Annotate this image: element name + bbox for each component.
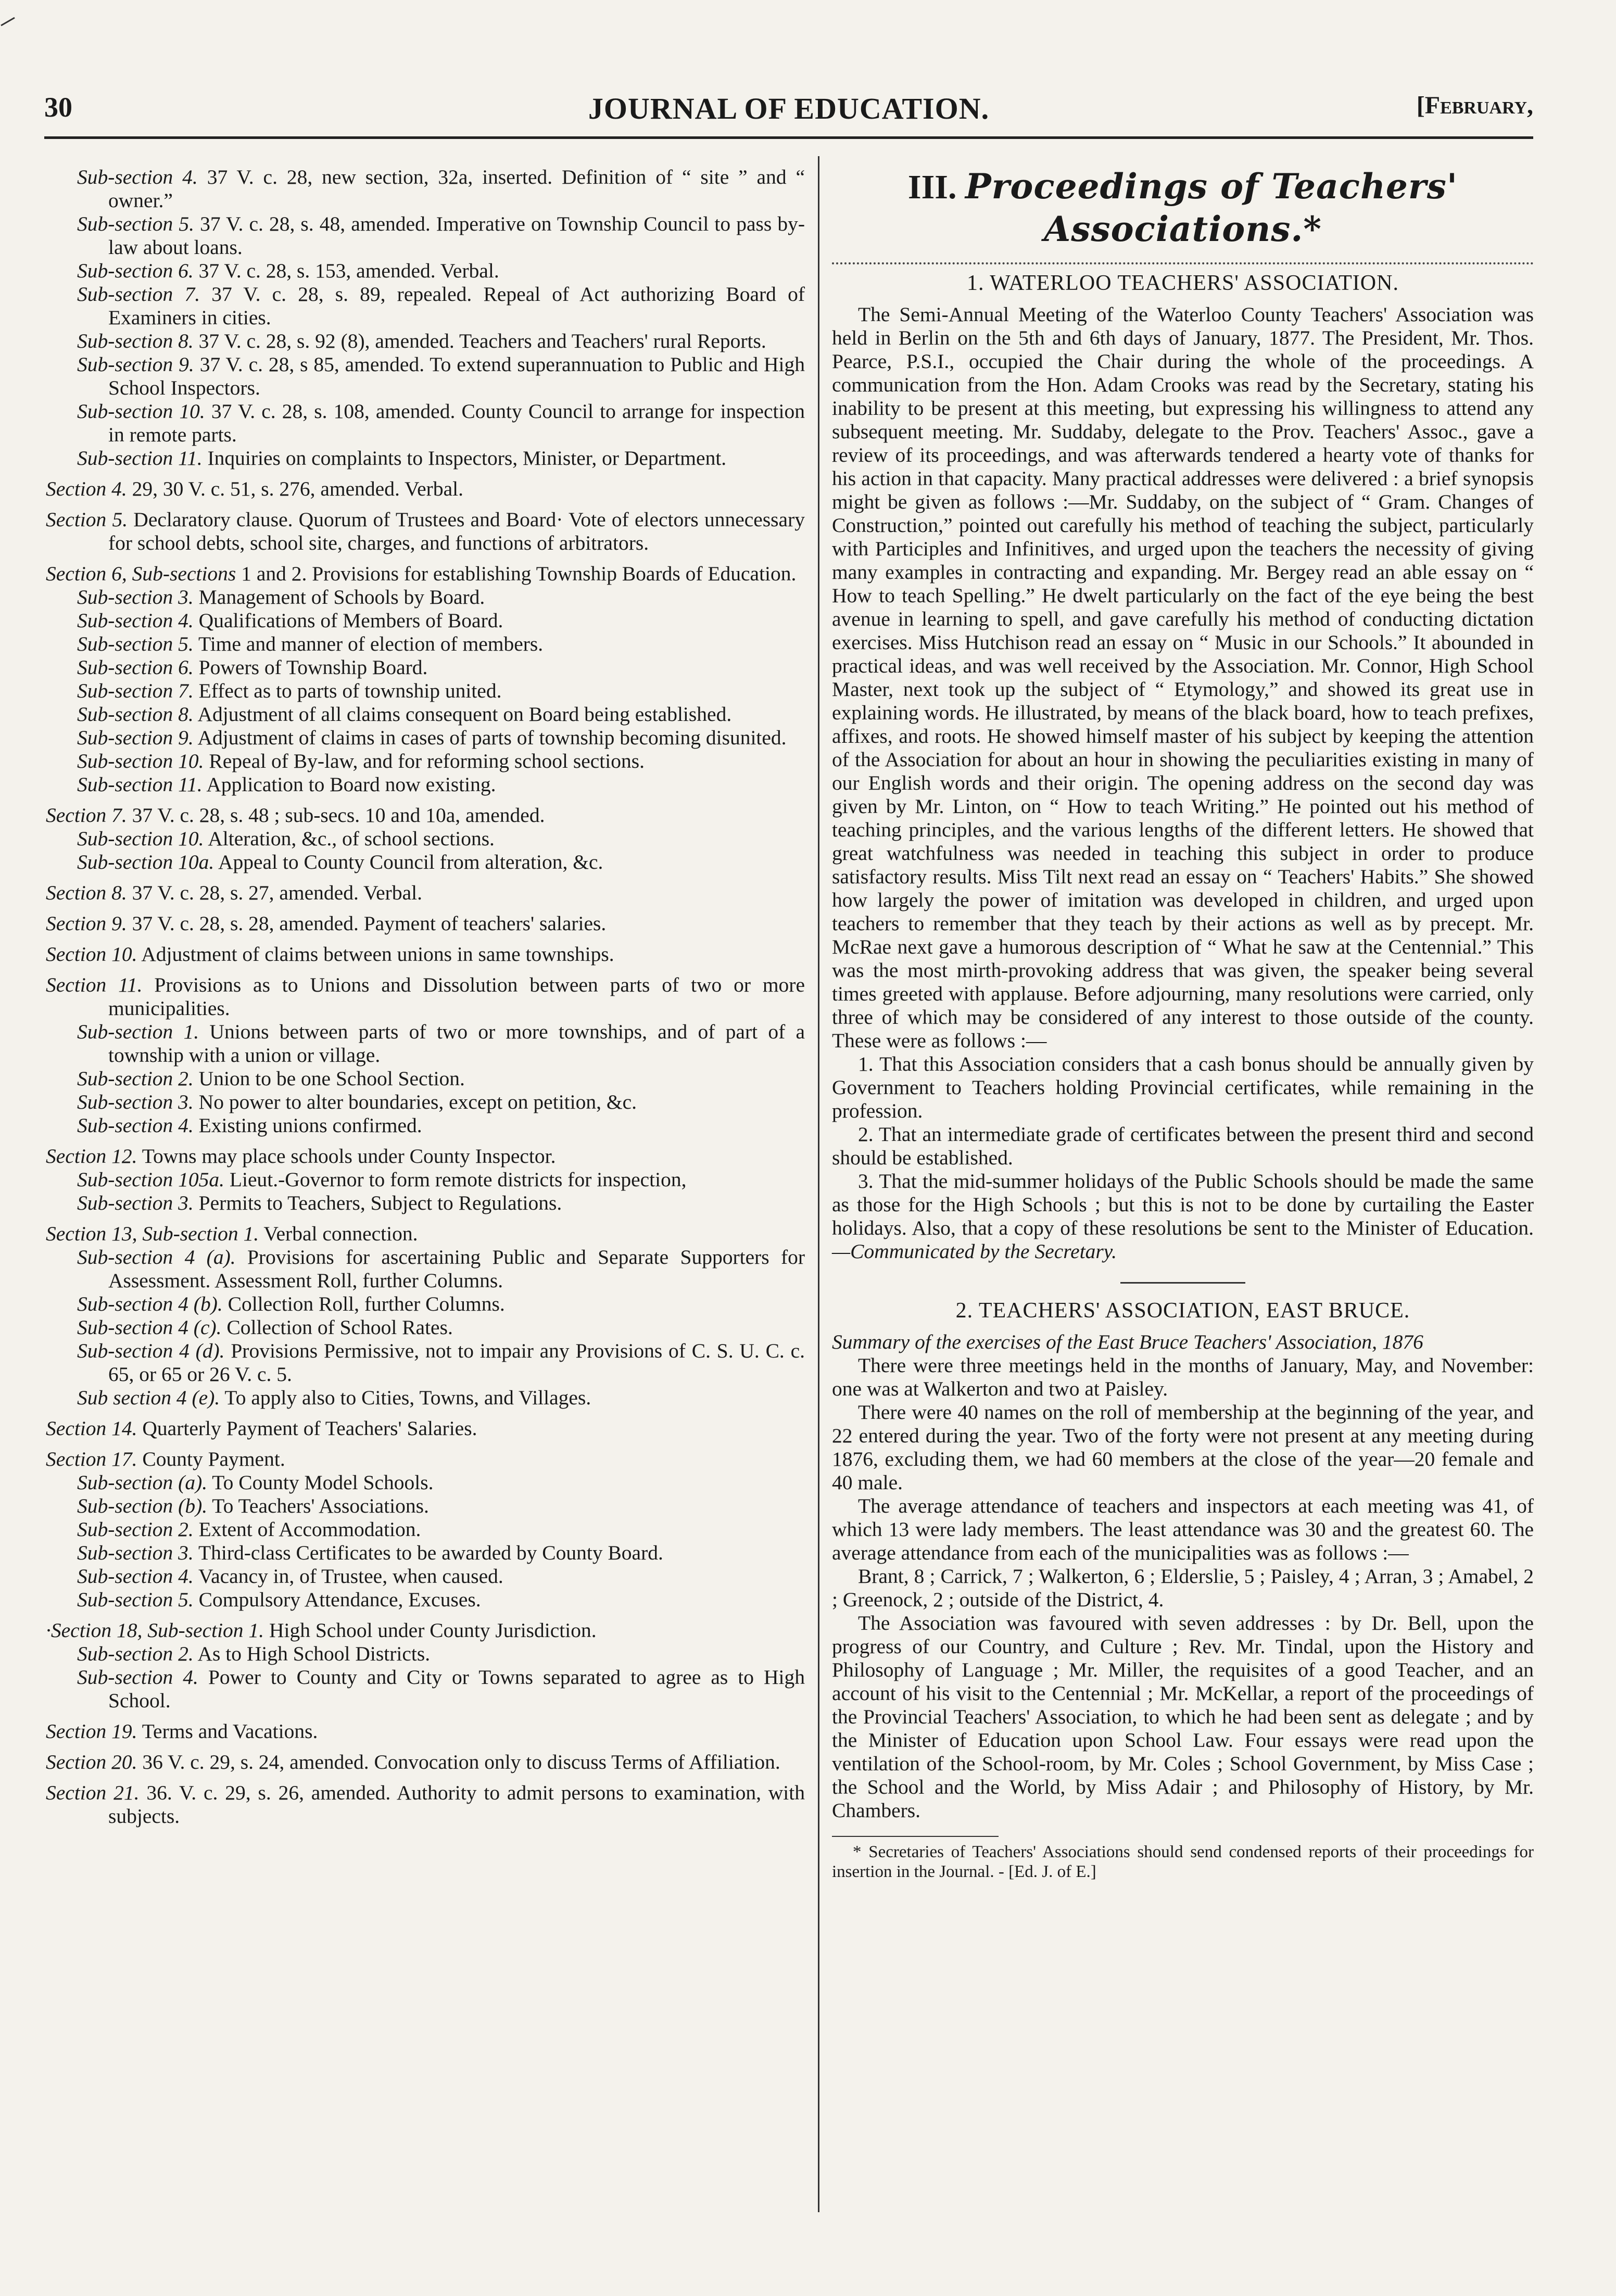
entry-label: Section 10. bbox=[46, 943, 137, 966]
entry-text: Provisions as to Unions and Dissolution between parts of two or more municipalities. bbox=[108, 973, 805, 1020]
subsection-entry bbox=[46, 1168, 805, 1191]
section-entry bbox=[46, 1781, 805, 1828]
entry-label: Section 12. bbox=[46, 1145, 137, 1168]
subsection-entry bbox=[46, 1090, 805, 1114]
entry-label: Sub-section 8. bbox=[77, 703, 194, 726]
entry-label: Sub-section 4 (a). bbox=[77, 1246, 236, 1268]
entry-text: 37 V. c. 28, s. 92 (8), amended. Teachers and Teachers' rural Reports. bbox=[198, 329, 766, 352]
entry-text: 36. V. c. 29, s. 26, amended. Authority to admit persons to examination, with subjects. bbox=[108, 1781, 805, 1828]
section-title: Proceedings of Teachers' Associations.* bbox=[965, 166, 1458, 249]
section-entry bbox=[46, 804, 805, 827]
entry-label: Sub-section 8. bbox=[77, 329, 194, 352]
section-entry bbox=[46, 1619, 805, 1642]
entry-text: Collection Roll, further Columns. bbox=[228, 1292, 505, 1315]
entry-label: Section 8. bbox=[46, 881, 127, 904]
entry-label: Sub-section 11. bbox=[77, 447, 203, 470]
entry-text: Declaratory clause. Quorum of Trustees and Board· Vote of electors unnecessary for school debts, school site, charges, and functions of arbitrators. bbox=[108, 508, 805, 554]
entry-label: Sub-section 10. bbox=[77, 400, 205, 423]
journal-title: JOURNAL OF EDUCATION. bbox=[588, 92, 990, 125]
header-month: [February, bbox=[1416, 92, 1533, 119]
entry-label: Sub-section 2. bbox=[77, 1067, 194, 1090]
subsection-entry bbox=[46, 851, 805, 874]
entry-text: 37 V. c. 28, new section, 32a, inserted. Definition of “ site ” and “ owner.” bbox=[108, 166, 805, 212]
section-entry bbox=[46, 1448, 805, 1471]
waterloo-resolution: 2. That an intermediate grade of certificates between the present third and second should be established. bbox=[832, 1123, 1534, 1169]
subsection-entry bbox=[46, 827, 805, 851]
entry-text: To apply also to Cities, Towns, and Villages. bbox=[224, 1386, 591, 1409]
entry-label: Sub-section 4 (c). bbox=[77, 1316, 222, 1339]
entry-label: ·Section 18, Sub-section 1. bbox=[46, 1619, 264, 1642]
entry-label: Sub-section 4 (d). bbox=[77, 1339, 225, 1362]
subsection-entry bbox=[46, 166, 805, 212]
section-entry bbox=[46, 1750, 805, 1774]
entry-text: As to High School Districts. bbox=[197, 1642, 431, 1665]
entry-label: Section 13, Sub-section 1. bbox=[46, 1222, 259, 1245]
entry-text: 37 V. c. 28, s 85, amended. To extend superannuation to Public and High School Inspectors. bbox=[108, 353, 805, 399]
entry-text: Adjustment of all claims consequent on Board being established. bbox=[197, 703, 732, 726]
entry-text: Permits to Teachers, Subject to Regulations. bbox=[198, 1191, 562, 1214]
entry-label: Section 6, Sub-sections bbox=[46, 562, 236, 585]
entry-text: To Teachers' Associations. bbox=[212, 1494, 429, 1517]
entry-label: Sub-section 3. bbox=[77, 586, 194, 608]
subsection-entry bbox=[46, 283, 805, 329]
section-entry bbox=[46, 477, 805, 501]
entry-label: Sub-section 9. bbox=[77, 726, 194, 749]
entry-label: Section 5. bbox=[46, 508, 128, 531]
entry-label: Sub-section 2. bbox=[77, 1642, 194, 1665]
subsection-entry bbox=[46, 447, 805, 470]
subsection-entry bbox=[46, 679, 805, 703]
entry-label: Sub-section 4. bbox=[77, 1565, 194, 1588]
entry-label: Section 20. bbox=[46, 1750, 137, 1773]
entry-text: Verbal connection. bbox=[263, 1222, 418, 1245]
header-rule bbox=[44, 136, 1533, 139]
entry-label: Section 19. bbox=[46, 1720, 137, 1743]
entry-label: Sub-section 4. bbox=[77, 1666, 198, 1689]
waterloo-credit: —Communicated by the Secretary. bbox=[832, 1240, 1117, 1263]
subsection-entry bbox=[46, 1588, 805, 1612]
subsection-entry bbox=[46, 1642, 805, 1666]
east-bruce-paragraph: There were three meetings held in the months of January, May, and November: one was at Walkerton and two at Paisley. bbox=[832, 1354, 1534, 1400]
entry-label: Sub-section 3. bbox=[77, 1090, 194, 1113]
running-header bbox=[44, 91, 1533, 133]
waterloo-paragraph: The Semi-Annual Meeting of the Waterloo County Teachers' Association was held in Berlin on the 5th and 6th days of January, 1877. The President, Mr. Thos. Pearce, P.S.I., occupied the Chair during the whole of the proceedings. A communication from the Hon. Adam Crooks was read by the Secretary, stating his inability to be present at this meeting, but expressing his willingness to attend any subsequent meeting. Mr. Suddaby, delegate to the Prov. Teachers' Assoc., gave a review of its proceedings, and was afterwards tendered a hearty vote of thanks for his action in that capacity. Many practical addresses were delivered : a brief synopsis might be given as follows :—Mr. Suddaby, on the subject of “ Gram. Changes of Construction,” pointed out carefully his method of teaching the subject, particularly with Participles and Infinitives, and urged upon the teachers the necessity of giving many examples in contracting and expanding. Mr. Bergey read an able essay on “ How to teach Spelling.” He dwelt particularly on the fact of the eye being the best avenue in learning to spell, and gave carefully his method of conducting dictation exercises. Miss Hutchison read an essay on “ Music in our Schools.” It abounded in practical ideas, and was well received by the Association. Mr. Connor, High School Master, next took up the subject of “ Etymology,” and showed its great use in explaining words. He illustrated, by means of the black board, how to teach prefixes, affixes, and roots. He showed himself master of his subject by keeping the attention of the Association for about an hour in showing the peculiarities existing in many of our English words and their origin. The opening address on the second day was given by Mr. Linton, on “ How to teach Writing.” He pointed out his method of teaching principles, and the various lengths of the different letters. He showed that great watchfulness was needed in teaching this subject in order to produce satisfactory results. Miss Tilt next read an essay on “ Teachers' Habits.” She showed how largely the power of imitation was developed in children, and urged upon teachers to remember that they teach by their actions as well as by precept. Mr. McRae next gave a humorous description of “ What he saw at the Centennial.” This was the most mirth-provoking address that was given, the speaker being several times greeted with applause. Before adjourning, many resolutions were carried, only three of which may be considered of any interest to those outside of the county. These were as follows :— bbox=[832, 303, 1534, 1052]
entry-label: Sub-section (a). bbox=[77, 1471, 208, 1494]
entry-label: Sub-section 5. bbox=[77, 632, 194, 655]
entry-text: Repeal of By-law, and for reforming school sections. bbox=[209, 750, 645, 772]
entry-label: Sub-section 4. bbox=[77, 166, 198, 188]
entry-label: Sub-section 6. bbox=[77, 656, 194, 679]
entry-text: Power to County and City or Towns separated to agree as to High School. bbox=[108, 1666, 805, 1712]
entry-text: 37 V. c. 28, s. 108, amended. County Council to arrange for inspection in remote parts. bbox=[108, 400, 805, 446]
entry-text: Powers of Township Board. bbox=[198, 656, 428, 679]
entry-label: Sub-section 4. bbox=[77, 1114, 194, 1137]
entry-text: Time and manner of election of members. bbox=[198, 632, 544, 655]
entry-label: Sub-section 5. bbox=[77, 212, 195, 235]
entry-label: Section 14. bbox=[46, 1417, 137, 1440]
subsection-entry bbox=[46, 329, 805, 353]
entry-text: Appeal to County Council from alteration, &c. bbox=[218, 851, 603, 873]
section-entry bbox=[46, 508, 805, 555]
page-number: 30 bbox=[44, 92, 72, 123]
footnote-rule bbox=[832, 1836, 999, 1837]
subsection-entry bbox=[46, 1565, 805, 1588]
entry-text: Compulsory Attendance, Excuses. bbox=[198, 1588, 481, 1611]
entry-label: Sub-section (b). bbox=[77, 1494, 208, 1517]
entry-text: Lieut.-Governor to form remote districts for inspection, bbox=[229, 1168, 687, 1191]
entry-label: Sub-section 105a. bbox=[77, 1168, 225, 1191]
subsection-entry bbox=[46, 1471, 805, 1494]
entry-label: Section 11. bbox=[46, 973, 143, 996]
subsection-entry bbox=[46, 400, 805, 447]
section-entry bbox=[46, 943, 805, 966]
entry-text: Extent of Accommodation. bbox=[198, 1518, 421, 1541]
subsection-entry bbox=[46, 773, 805, 796]
entry-label: Section 7. bbox=[46, 804, 127, 827]
entry-text: Inquiries on complaints to Inspectors, Minister, or Department. bbox=[207, 447, 727, 470]
entry-text: Collection of School Rates. bbox=[226, 1316, 453, 1339]
entry-text: Qualifications of Members of Board. bbox=[198, 609, 503, 632]
entry-text: No power to alter boundaries, except on petition, &c. bbox=[198, 1090, 637, 1113]
right-column bbox=[832, 166, 1534, 1882]
margin-mark bbox=[1, 17, 15, 27]
entry-label: Sub-section 3. bbox=[77, 1541, 194, 1564]
section-entry bbox=[46, 973, 805, 1020]
entry-text: Alteration, &c., of school sections. bbox=[208, 827, 495, 850]
east-bruce-paragraph: Brant, 8 ; Carrick, 7 ; Walkerton, 6 ; Elderslie, 5 ; Paisley, 4 ; Arran, 3 ; Amabel, 2 ; Greenock, 2 ; outside of the District, 4. bbox=[832, 1565, 1534, 1611]
entry-text: 37 V. c. 28, s. 153, amended. Verbal. bbox=[198, 259, 499, 282]
section-entry bbox=[46, 1417, 805, 1440]
subsection-entry bbox=[46, 726, 805, 750]
entry-label: Sub-section 1. bbox=[77, 1020, 199, 1043]
entry-label: Sub-section 9. bbox=[77, 353, 194, 376]
section-entry bbox=[46, 912, 805, 935]
entry-text: 1 and 2. Provisions for establishing Township Boards of Education. bbox=[241, 562, 797, 585]
subsection-entry bbox=[46, 703, 805, 726]
left-column bbox=[46, 166, 805, 1828]
column-divider bbox=[818, 156, 819, 2212]
article-separator bbox=[1120, 1282, 1245, 1284]
section-number: III. bbox=[907, 168, 957, 206]
entry-text: 37 V. c. 28, s. 48, amended. Imperative on Township Council to pass by-law about loans. bbox=[108, 212, 805, 259]
entry-text: Application to Board now existing. bbox=[206, 773, 496, 796]
entry-text: Adjustment of claims between unions in same townships. bbox=[141, 943, 614, 966]
footnote: * Secretaries of Teachers' Associations should send condensed reports of their proceedings for insertion in the Journal. - [Ed. J. of E.] bbox=[832, 1843, 1534, 1881]
entry-text: High School under County Jurisdiction. bbox=[269, 1619, 597, 1642]
subsection-entry bbox=[46, 1518, 805, 1541]
entry-text: 36 V. c. 29, s. 24, amended. Convocation only to discuss Terms of Affiliation. bbox=[142, 1750, 780, 1773]
subsection-entry bbox=[46, 1292, 805, 1316]
subsection-entry bbox=[46, 656, 805, 679]
entry-text: 37 V. c. 28, s. 28, amended. Payment of teachers' salaries. bbox=[132, 912, 607, 935]
section-entry bbox=[46, 1720, 805, 1743]
entry-label: Sub-section 11. bbox=[77, 773, 203, 796]
entry-label: Sub-section 4. bbox=[77, 609, 194, 632]
entry-text: To County Model Schools. bbox=[212, 1471, 434, 1494]
subsection-entry bbox=[46, 750, 805, 773]
waterloo-heading: 1. WATERLOO TEACHERS' ASSOCIATION. bbox=[967, 271, 1399, 295]
entry-text: 37 V. c. 28, s. 27, amended. Verbal. bbox=[132, 881, 422, 904]
entry-text: 37 V. c. 28, s. 48 ; sub-secs. 10 and 10a, amended. bbox=[132, 804, 545, 827]
subsection-entry bbox=[46, 1339, 805, 1386]
subsection-entry bbox=[46, 632, 805, 656]
entry-text: Third-class Certificates to be awarded by County Board. bbox=[198, 1541, 663, 1564]
subsection-entry bbox=[46, 1067, 805, 1090]
subsection-entry bbox=[46, 353, 805, 400]
subsection-entry bbox=[46, 1541, 805, 1565]
entry-label: Sub-section 7. bbox=[77, 679, 194, 702]
east-bruce-paragraph: There were 40 names on the roll of membership at the beginning of the year, and 22 entered during the year. Two of the forty were not present at any meeting during 1876, excluding them, we had 60 members at the close of the year—20 female and 40 male. bbox=[832, 1401, 1534, 1494]
entry-text: Vacancy in, of Trustee, when caused. bbox=[198, 1565, 503, 1588]
east-bruce-summary: Summary of the exercises of the East Bruce Teachers' Association, 1876 bbox=[832, 1330, 1423, 1353]
entry-text: Towns may place schools under County Inspector. bbox=[142, 1145, 556, 1168]
ornamental-rule bbox=[832, 254, 1534, 264]
entry-text: Existing unions confirmed. bbox=[198, 1114, 422, 1137]
entry-label: Sub-section 7. bbox=[77, 283, 200, 306]
east-bruce-heading: 2. TEACHERS' ASSOCIATION, EAST BRUCE. bbox=[955, 1299, 1410, 1323]
east-bruce-paragraph: The Association was favoured with seven addresses : by Dr. Bell, upon the progress of our Country, and Culture ; Rev. Mr. Tindal, upon the History and Philosophy of Language ; Mr. Miller, the requisites of a good Teacher, and an account of his visit to the Centennial ; Mr. McKellar, a report of the proceedings of the Provincial Teachers' Association, to which he had been sent as delegate ; and by the Minister of Education upon School Law. Four essays were read upon the ventilation of the School-room, by Mr. Coles ; School Government, by Miss Case ; the School and the World, by Miss Adair ; and Philosophy of History, by Mr. Chambers. bbox=[832, 1612, 1534, 1822]
subsection-entry bbox=[46, 1246, 805, 1292]
entry-text: Adjustment of claims in cases of parts of township becoming disunited. bbox=[197, 726, 787, 749]
subsection-entry bbox=[46, 1666, 805, 1713]
entry-text: 37 V. c. 28, s. 89, repealed. Repeal of Act authorizing Board of Examiners in cities. bbox=[108, 283, 805, 329]
entry-text: Effect as to parts of township united. bbox=[198, 679, 502, 702]
entry-text: Union to be one School Section. bbox=[198, 1067, 465, 1090]
subsection-entry bbox=[46, 1316, 805, 1339]
section-entry bbox=[46, 1145, 805, 1168]
waterloo-resolution-text: 3. That the mid-summer holidays of the Public Schools should be made the same as those for the High Schools ; but this is not to be done by curtailing the Easter holidays. Also, that a copy of these resolutions be sent to the Minister of Education. bbox=[832, 1170, 1534, 1239]
waterloo-resolution bbox=[832, 1170, 1534, 1263]
entry-text: 29, 30 V. c. 51, s. 276, amended. Verbal. bbox=[132, 477, 463, 500]
entry-label: Sub-section 10. bbox=[77, 827, 204, 850]
subsection-entry bbox=[46, 1191, 805, 1215]
entry-label: Sub-section 3. bbox=[77, 1191, 194, 1214]
section-heading bbox=[832, 166, 1534, 251]
subsection-entry bbox=[46, 1494, 805, 1518]
subsection-entry bbox=[46, 259, 805, 283]
entry-text: County Payment. bbox=[142, 1448, 285, 1470]
entry-text: Provisions for ascertaining Public and Separate Supporters for Assessment. Assessment Roll, further Columns. bbox=[108, 1246, 805, 1292]
entry-text: Quarterly Payment of Teachers' Salaries. bbox=[142, 1417, 477, 1440]
entry-text: Management of Schools by Board. bbox=[198, 586, 485, 608]
section-entry bbox=[46, 881, 805, 905]
entry-text: Provisions Permissive, not to impair any Provisions of C. S. U. C. c. 65, or 65 or 26 V. c. 5. bbox=[108, 1339, 805, 1386]
entry-label: Sub-section 2. bbox=[77, 1518, 194, 1541]
entry-label: Sub-section 5. bbox=[77, 1588, 194, 1611]
section-entry bbox=[46, 562, 805, 586]
entry-label: Sub-section 10. bbox=[77, 750, 204, 772]
entry-label: Section 17. bbox=[46, 1448, 137, 1470]
waterloo-resolution: 1. That this Association considers that a cash bonus should be annually given by Government to Teachers holding Provincial certificates, while remaining in the profession. bbox=[832, 1052, 1534, 1122]
entry-text: Unions between parts of two or more townships, and of part of a township with a union or village. bbox=[108, 1020, 805, 1067]
entry-text: Terms and Vacations. bbox=[142, 1720, 318, 1743]
subsection-entry bbox=[46, 1114, 805, 1137]
entry-label: Section 9. bbox=[46, 912, 127, 935]
entry-label: Sub-section 10a. bbox=[77, 851, 214, 873]
subsection-entry bbox=[46, 586, 805, 609]
east-bruce-paragraph: The average attendance of teachers and inspectors at each meeting was 41, of which 13 were lady members. The least attendance was 30 and the greatest 60. The average attendance from each of the municipalities was as follows :— bbox=[832, 1494, 1534, 1564]
entry-label: Sub-section 6. bbox=[77, 259, 194, 282]
entry-label: Sub section 4 (e). bbox=[77, 1386, 220, 1409]
section-entry bbox=[46, 1222, 805, 1246]
entry-label: Section 4. bbox=[46, 477, 127, 500]
subsection-entry bbox=[46, 609, 805, 632]
subsection-entry bbox=[46, 212, 805, 259]
subsection-entry bbox=[46, 1386, 805, 1410]
subsection-entry bbox=[46, 1020, 805, 1067]
entry-label: Section 21. bbox=[46, 1781, 140, 1804]
entry-label: Sub-section 4 (b). bbox=[77, 1292, 223, 1315]
